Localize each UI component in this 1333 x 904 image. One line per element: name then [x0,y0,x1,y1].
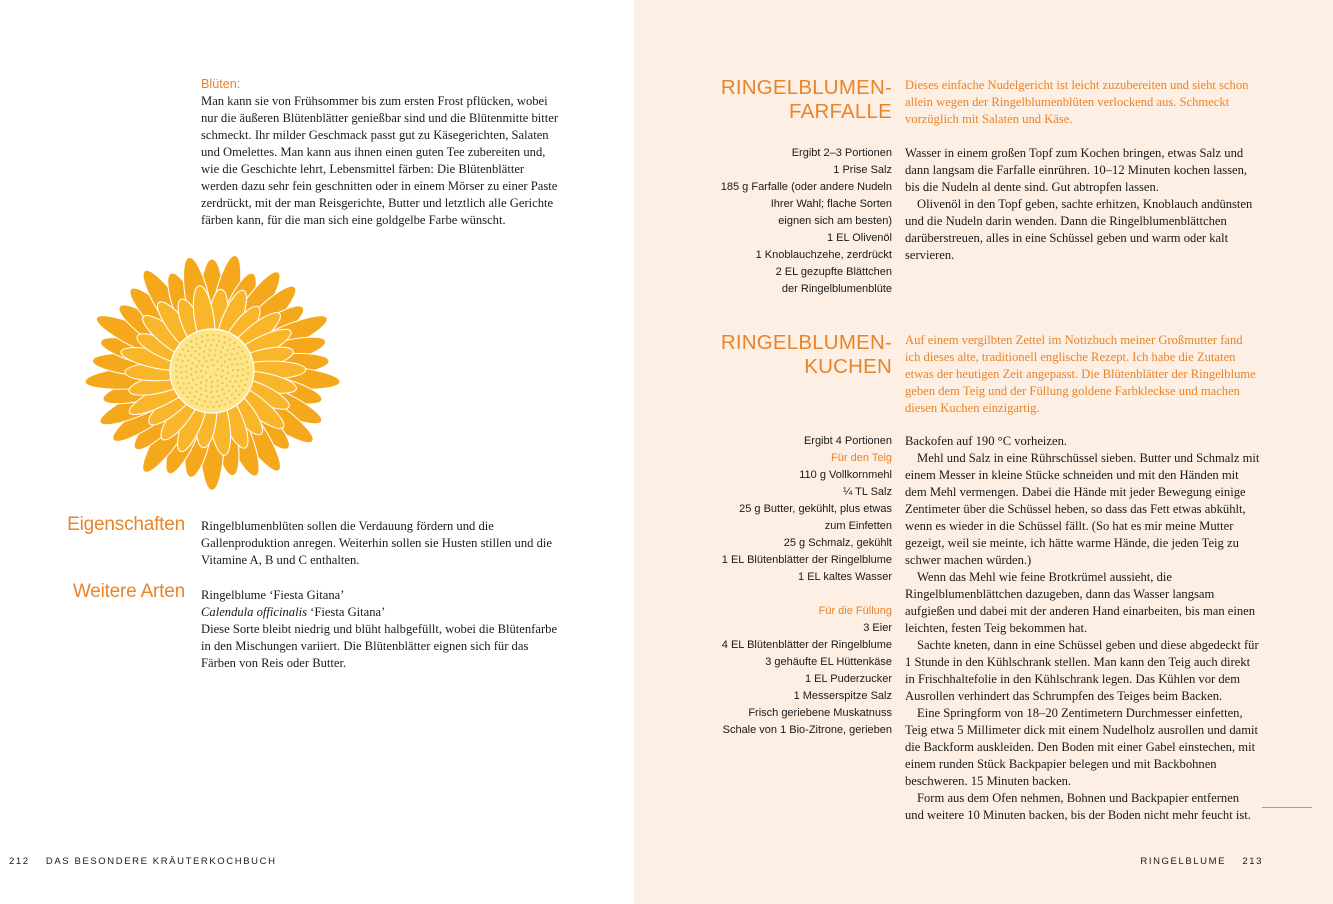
flower-center-dot [218,405,220,407]
flower-center-dot [238,346,240,348]
recipe1-method-paragraph: Olivenöl in den Topf geben, sachte erhitzen, Knoblauch andünsten und die Nudeln darin wenden. Dann die Ringelblumenblättchen darüberstreuen, alles in eine Schüssel geben und warm oder kalt servieren. [905,197,1253,262]
teig-ingredient-item: 25 g Butter, gekühlt, plus etwas [739,503,892,515]
flower-center-dot [246,378,248,380]
flower-center-dot [242,374,244,376]
flower-center-dot [221,399,223,401]
flower-center-dot [237,369,239,371]
flower-center-dot [205,360,207,362]
flower-center-dot [221,382,223,384]
flower-center-dot [208,354,210,356]
flower-center-dot [241,363,243,365]
flower-center-dot [210,344,212,346]
latin-genus: Calendula officinalis [201,605,307,619]
flower-center-dot [201,375,203,377]
flower-center-dot [196,402,198,404]
flower-center-dot [218,335,220,337]
flower-center-dot [192,379,194,381]
continuation-rule [1262,807,1312,808]
recipe1-title-line1: RINGELBLUMEN- [720,76,892,99]
flower-center-dot [199,387,201,389]
flower-center-dot [196,377,198,379]
flower-center-dot [238,385,240,387]
flower-center-dot [206,395,208,397]
flower-center-dot [198,353,200,355]
recipe1-title [632,76,892,124]
flower-center-dot [244,355,246,357]
flower-center-dot [229,339,231,341]
variety-name: Ringelblume ‘Fiesta Gitana’ [201,588,345,602]
recipe2-method-paragraph: Form aus dem Ofen nehmen, Bohnen und Backpapier entfernen und weitere 10 Minuten backen, bis der Boden nicht mehr feucht ist. [905,791,1251,822]
teig-ingredient-item: 25 g Schmalz, gekühlt [783,537,892,549]
flower-center-dot [194,357,196,359]
flower-center-dot [241,350,243,352]
flower-center-dot [187,350,189,352]
flower-center-dot [215,401,217,403]
teig-ingredient-item: ¼ TL Salz [843,486,892,498]
flower-center-dot [235,390,237,392]
flower-center-dot [241,389,243,391]
flower-center-dot [244,384,246,386]
flower-center-dot [226,349,228,351]
flower-center-dot [247,367,249,369]
flower-center-dot [233,342,235,344]
flower-center-dot [228,344,230,346]
recipe2-title-line1: RINGELBLUMEN- [720,331,892,354]
flower-center-dot [224,360,226,362]
flower-center-dot [223,341,225,343]
flower-center-dot [232,385,234,387]
flower-center-dot [188,382,190,384]
flower-center-dot [196,343,198,345]
flower-center-dot [226,385,228,387]
flower-center-dot [179,387,181,389]
flower-center-dot [186,344,188,346]
flower-center-dot [187,359,189,361]
teig-ingredient-item: 1 EL Blütenblätter der Ringelblume [721,554,892,566]
recipe1-ingredient-item: 1 EL Olivenöl [826,232,892,244]
flower-center-dot [226,366,228,368]
flower-center-dot [203,356,205,358]
flower-center-dot [205,385,207,387]
flower-center-dot [236,375,238,377]
recipe2-title [632,331,892,379]
flower-center-dot [216,390,218,392]
flower-center-dot [203,350,205,352]
flower-center-dot [195,391,197,393]
flower-center-dot [217,368,219,370]
flower-center-dot [198,360,200,362]
flower-center-dot [182,382,184,384]
flower-center-dot [236,352,238,354]
recipe2-method-paragraph: Backofen auf 190 °C vorheizen. [905,434,1068,448]
recipe1-ingredient-item: Ihrer Wahl; flache Sorten [770,198,892,210]
flower-center-dot [225,377,227,379]
latin-cultivar: ‘Fiesta Gitana’ [307,605,386,619]
flower-center-dot [242,368,244,370]
teig-ingredient-list [632,467,892,586]
flower-center-dot [218,340,220,342]
variety-latin-name [201,604,563,621]
eigenschaften-heading: Eigenschaften [67,514,185,535]
flower-center-dot [212,396,214,398]
flower-center-dot [200,382,202,384]
flower-center-dot [190,373,192,375]
flower-center-dot [214,354,216,356]
recipe1-ingredient-item: 1 Knoblauchzehe, zerdrückt [755,249,892,261]
recipe1-intro: Dieses einfache Nudelgericht ist leicht zuzubereiten und sieht schon allein wegen der Ringelblumenblüten verlockend aus. Schmeckt vorzüglich mit Salaten und Käse. [905,78,1249,126]
recipe1-ingredients [632,145,892,298]
flower-center-dot [221,346,223,348]
recipe1-method [905,145,1260,264]
recipe2-servings: Ergibt 4 Portionen [803,435,892,447]
flower-center-dot [226,397,228,399]
flower-center-dot [236,363,238,365]
flower-center-dot [190,354,192,356]
recipe2-method [905,433,1260,824]
teig-label: Für den Teig [831,452,892,464]
flower-center-dot [193,395,195,397]
flower-center-dot [239,357,241,359]
fuellung-ingredient-item: Frisch geriebene Muskatnuss [748,707,892,719]
recipe1-method-paragraph: Wasser in einem großen Topf zum Kochen bringen, etwas Salz und dann langsam die Farfalle einrühren. 10–12 Minuten kochen lassen, bis die Nudeln al dente sind. Gut abtropfen lassen. [905,146,1248,194]
flower-center-dot [205,372,207,374]
flower-center-dot [175,376,177,378]
left-page-number: 212 [9,856,30,867]
recipe2-intro: Auf einem vergilbten Zettel im Notizbuch meiner Großmutter fand ich dieses alte, traditionell englische Rezept. Ich habe die Zutaten etwas der heutigen Zeit angepasst. Die Blütenblätter der Ringelblume geben dem Teig und der Füllung goldene Farbkleckse und machen diesen Kuchen einzigartig. [905,333,1256,415]
flower-center-dot [212,334,214,336]
flower-center-dot [209,349,211,351]
flower-center-dot [211,359,213,361]
flower-center-dot [175,364,177,366]
recipe1-ingredient-item: der Ringelblumenblüte [781,283,892,295]
flower-center-dot [195,371,197,373]
flower-center-dot [201,340,203,342]
flower-center-dot [209,376,211,378]
flower-center-dot [209,401,211,403]
teig-ingredient-item: 1 EL kaltes Wasser [798,571,892,583]
flower-center-dot [175,370,177,372]
flower-center-dot [180,366,182,368]
flower-center-dot [204,400,206,402]
flower-center-dot [200,394,202,396]
flower-center-dot [185,365,187,367]
flower-center-dot [179,353,181,355]
flower-center-dot [190,340,192,342]
flower-center-dot [186,396,188,398]
flower-center-dot [207,406,209,408]
recipe1-ingredient-item: 2 EL gezupfte Blättchen [775,266,892,278]
flower-center-dot [191,346,193,348]
flower-center-dot [234,398,236,400]
recipe1-servings: Ergibt 2–3 Portionen [791,147,892,159]
weitere-arten-heading: Weitere Arten [72,581,185,602]
flower-center-dot [229,401,231,403]
flower-center-dot [235,380,237,382]
flower-center-dot [247,372,249,374]
flower-center-dot [182,348,184,350]
weitere-arten-text [201,587,563,672]
fuellung-ingredient-item: 4 EL Blütenblätter der Ringelblume [721,639,892,651]
calendula-flower-illustration [80,253,342,493]
flower-center-dot [195,337,197,339]
recipe2-method-paragraph: Sachte kneten, dann in eine Schüssel geben und diese abgedeckt für 1 Stunde in den Kühlschrank stellen. Man kann den Teig auch direkt in Frischhaltefolie in den Kühlschrank legen. Das Kühlen vor dem Ausrollen verhindert das Schrumpfen des Teiges beim Backen. [905,638,1259,703]
fuellung-ingredient-list [632,620,892,739]
fuellung-ingredient-item: Schale von 1 Bio-Zitrone, gerieben [722,724,892,736]
flower-center-dot [200,370,202,372]
flower-center-dot [184,355,186,357]
flower-center-dot [207,339,209,341]
flower-center-dot [201,364,203,366]
recipe2-method-paragraph: Mehl und Salz in eine Rührschüssel sieben. Butter und Schmalz mit einem Messer in kleine Stücke schneiden und mit den Händen mit dem Mehl vermengen. Dabei die Hände mit jeder Bewegung einige Zentimeter über die Schüssel heben, so dass das Fett etwas abkühlt, wenn es wieder in die Schüssel fällt. (So hat es mir meine Mutter gezeigt, weil sie meinte, ich hätte warme Hände, die jeden Teig zu schwer machen würden.) [905,451,1260,567]
flower-center-dot [180,371,182,373]
flower-center-dot [194,350,196,352]
teig-ingredient-item: zum Einfetten [824,520,892,532]
blueten-section [201,76,563,229]
blueten-text: Man kann sie von Frühsommer bis zum ersten Frost pflücken, wobei nur die äußeren Blütenblätter genießbar sind und die Blütenmitte bitter schmeckt. Ihr milder Geschmack passt gut zu Käsegerichten, Salaten und Omelettes. Man kann aus ihnen einen guten Tee zubereiten und, wie die Geschichte lehrt, Lebensmittel färben: Die Blütenblätter werden dazu sehr fein geschnitten oder in einem Mörser zu einer Paste zerdrückt, mit der man Reisgerichte, Butter und letztlich alle Gerichte färben kann, für die man sich eine goldgelbe Farbe wünscht. [201,94,559,227]
right-footer [1140,856,1263,867]
flower-center-dot [231,375,233,377]
fuellung-label: Für die Füllung [818,605,892,617]
flower-center-dot [216,385,218,387]
flower-center-dot [216,360,218,362]
flower-center-dot [214,349,216,351]
flower-center-dot [224,403,226,405]
flower-center-dot [191,387,193,389]
fuellung-ingredient-item: 3 gehäufte EL Hüttenkäse [765,656,892,668]
recipe2-ingredients [632,433,892,739]
flower-center-dot [199,347,201,349]
flower-center-dot [213,406,215,408]
left-page [0,0,634,904]
flower-center-dot [201,335,203,337]
flower-center-dot [211,381,213,383]
flower-center-dot [210,391,212,393]
flower-center-dot [219,356,221,358]
flower-center-dot [228,390,230,392]
blueten-heading: Blüten: [201,77,241,91]
flower-center-dot [186,376,188,378]
flower-center-dot [228,358,230,360]
flower-center-dot [205,379,207,381]
flower-center-dot [207,366,209,368]
flower-center-dot [217,395,219,397]
flower-center-dot [216,344,218,346]
recipe2-method-paragraph: Eine Springform von 18–20 Zentimetern Durchmesser einfetten, Teig etwa 5 Millimeter dick mit einem Nudelholz ausrollen und damit die Backform auskleiden. Den Boden mit einer Gabel einstechen, mit einem runden Stück Backpapier belegen und mit Backbohnen beschweren. 15 Minuten backen. [905,706,1259,788]
flower-center-dot [205,390,207,392]
recipe1-ingredient-item: 1 Prise Salz [833,164,892,176]
flower-center-dot [204,345,206,347]
flower-center-dot [220,364,222,366]
flower-center-dot [232,369,234,371]
flower-center-dot [231,363,233,365]
flower-center-dot [196,365,198,367]
fuellung-ingredient-item: 3 Eier [863,622,892,634]
recipe1-ingredient-item: 185 g Farfalle (oder andere Nudeln [720,181,892,193]
left-footer [9,856,277,867]
flower-center-dot [191,362,193,364]
flower-center-dot [222,370,224,372]
flower-center-dot [189,392,191,394]
recipe1-title-line2: FARFALLE [788,100,892,123]
flower-center-dot [229,380,231,382]
flower-center-dot [191,400,193,402]
flower-center-dot [246,361,248,363]
recipe2-title-line2: KUCHEN [804,355,892,378]
book-title: DAS BESONDERE KRÄUTERKOCHBUCH [45,856,277,867]
flower-center-dot [177,382,179,384]
flower-center-dot [234,358,236,360]
recipe1-ingredient-list [632,162,892,298]
flower-center-dot [238,394,240,396]
flower-center-dot [185,387,187,389]
flower-center-dot [211,386,213,388]
fuellung-ingredient-item: 1 EL Puderzucker [804,673,892,685]
flower-center-dot [216,379,218,381]
flower-center-dot [225,354,227,356]
flower-center-dot [215,374,217,376]
flower-center-dot [220,375,222,377]
flower-center-dot [220,351,222,353]
flower-center-dot [221,388,223,390]
recipe1-ingredient-item: eignen sich am besten) [778,215,892,227]
flower-center-dot [185,371,187,373]
flower-center-dot [223,336,225,338]
right-page-number: 213 [1242,856,1263,867]
eigenschaften-text: Ringelblumenblüten sollen die Verdauung fördern und die Gallenproduktion anregen. Weiterhin sollen sie Husten stillen und die Vitamine A, B und C enthalten. [201,519,552,567]
flower-center-dot [206,334,208,336]
recipe2-method-paragraph: Wenn das Mehl wie feine Brotkrümel aussieht, die Ringelblumenblättchen dazugeben, dann das Wasser langsam aufgießen und dabei mit der anderen Hand einarbeiten, bis man einen leichten, festen Teig bekommen hat. [905,570,1256,635]
flower-center-dot [240,380,242,382]
flower-center-dot [177,359,179,361]
flower-center-dot [181,377,183,379]
flower-center-dot [231,394,233,396]
flower-center-dot [195,384,197,386]
flower-center-dot [231,353,233,355]
fuellung-ingredient-item: 1 Messerspitze Salz [793,690,892,702]
chapter-title: RINGELBLUME [1140,856,1227,867]
flower-center-dot [227,372,229,374]
flower-center-dot [201,405,203,407]
flower-center-dot [198,398,200,400]
teig-ingredient-item: 110 g Vollkornmehl [799,469,892,481]
flower-center-dot [233,348,235,350]
flower-center-dot [182,392,184,394]
variety-description: Diese Sorte bleibt niedrig und blüht halbgefüllt, wobei die Blütenfarbe in den Mischungen variiert. Die Blütenblätter eignen sich für das Färben von Reis oder Butter. [201,622,558,670]
flower-center-dot [212,339,214,341]
flower-center-dot [181,360,183,362]
flower-center-dot [190,368,192,370]
flower-center-dot [223,393,225,395]
flower-center-dot [212,364,214,366]
